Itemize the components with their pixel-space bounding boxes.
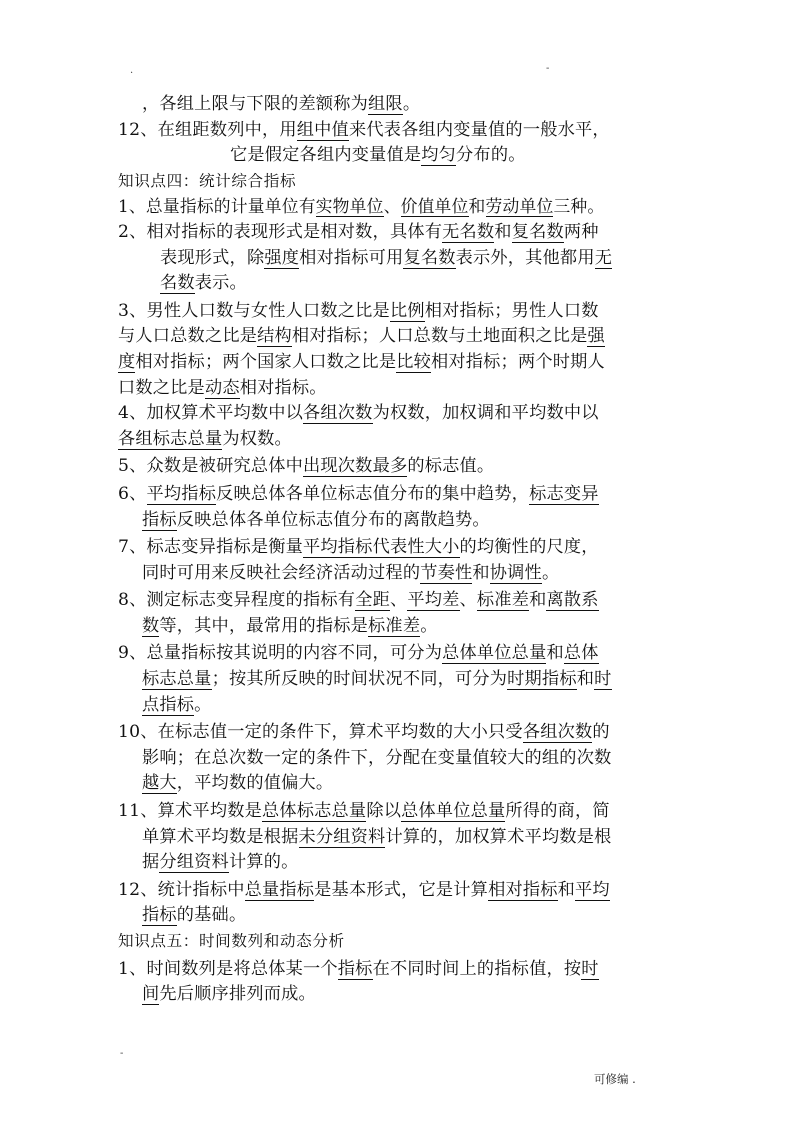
text-line	[118, 903, 678, 929]
text-line	[118, 799, 678, 825]
text-segment: 相对指标可用	[299, 247, 404, 268]
underlined-term: 标准差	[368, 615, 421, 636]
text-line	[118, 299, 678, 325]
underlined-term: 总体	[563, 643, 599, 664]
text-line	[118, 667, 678, 693]
underlined-term: 点指标	[142, 694, 195, 715]
text-segment: 表现形式，除	[160, 247, 265, 268]
text-segment: 和	[494, 221, 512, 242]
text-segment: 。	[194, 694, 212, 715]
underlined-term: 均匀	[421, 145, 457, 166]
footer-label: 可修编 .	[594, 1072, 636, 1086]
underlined-term: 平均差	[407, 590, 460, 611]
underlined-term: 组限	[368, 94, 403, 114]
text-segment: 等，其中，最常用的指标是	[159, 615, 369, 636]
text-segment: 三种。	[553, 196, 605, 217]
text-segment: 先后顺序排列而成。	[159, 984, 316, 1005]
text-segment: 。	[541, 562, 560, 583]
underlined-term: 节奏性	[420, 562, 473, 583]
underlined-term: 指标	[142, 905, 177, 926]
text-line	[118, 693, 678, 719]
text-segment: 1、总量指标的计量单位有	[118, 196, 316, 217]
text-line	[118, 535, 678, 561]
text-segment: 在不同时间上的指标值，按	[372, 958, 582, 979]
section-heading	[118, 929, 678, 955]
text-segment: 和	[576, 669, 595, 690]
text-segment: 单算术平均数是根据	[142, 826, 299, 847]
footer-left-mark: -	[120, 1048, 124, 1059]
text-segment: 、	[459, 590, 477, 611]
text-segment: 分布的。	[456, 145, 526, 166]
underlined-term: 总体单位总量	[442, 643, 547, 664]
text-line	[118, 92, 678, 118]
text-segment: 相对指标；两个时期人	[431, 351, 605, 372]
text-segment: 知识点五：时间数列和动态分析	[118, 932, 345, 950]
text-segment: 和	[529, 590, 547, 611]
underlined-term: 各组次数	[522, 722, 593, 743]
text-line	[118, 561, 678, 587]
text-line	[118, 482, 678, 508]
text-line	[118, 957, 678, 983]
text-line	[118, 427, 678, 453]
section-heading	[118, 169, 678, 195]
text-segment: 相对指标；人口总数与土地面积之比是	[291, 326, 588, 347]
underlined-term: 离散系	[546, 590, 599, 611]
underlined-term: 动态	[204, 377, 240, 398]
underlined-term: 平均	[575, 879, 610, 900]
underlined-term: 时期指标	[507, 669, 577, 690]
text-segment: 所得的商，简	[505, 801, 610, 822]
document-body	[118, 92, 678, 1008]
underlined-term: 间	[142, 984, 160, 1005]
text-segment: 和	[472, 562, 490, 583]
text-segment: 。	[420, 615, 438, 636]
text-segment: 为权数，加权调和平均数中以	[372, 403, 599, 424]
text-segment: 同时可用来反映社会经济活动过程的	[142, 562, 421, 583]
underlined-term: 分组资料	[159, 852, 229, 873]
text-segment: 的	[592, 722, 610, 743]
underlined-term: 无	[594, 247, 613, 268]
underlined-term: 实物单位	[315, 196, 384, 217]
text-segment: 相对指标；男性人口数	[424, 300, 599, 321]
underlined-term: 总体标志总量	[261, 801, 367, 822]
text-line	[118, 720, 678, 746]
text-segment: 它是假定各组内变量值是	[230, 145, 422, 166]
text-segment: 8、测定标志变异程度的指标有	[118, 590, 356, 611]
underlined-term: 总体单位总量	[401, 801, 506, 822]
text-segment: 4、加权算术平均数中以	[118, 403, 304, 424]
text-line	[118, 508, 678, 534]
text-segment: 是基本形式，它是计算	[314, 879, 489, 900]
underlined-term: 全距	[355, 590, 390, 611]
text-line	[118, 771, 678, 797]
underlined-term: 标志总量	[142, 669, 212, 690]
text-segment: 据	[142, 852, 160, 873]
text-segment: 口数之比是	[118, 377, 205, 398]
underlined-term: 出现次数最多	[303, 456, 408, 477]
underlined-term: 劳动单位	[485, 196, 554, 217]
underlined-term: 各组次数	[303, 403, 373, 424]
text-line	[118, 220, 678, 246]
underlined-term: 名数	[160, 273, 195, 294]
text-line	[118, 118, 678, 144]
underlined-term: 度	[118, 351, 136, 372]
underlined-term: 数	[142, 615, 160, 636]
underlined-term: 平均指标代表性大小	[303, 537, 460, 558]
text-segment: 3、男性人口数与女性人口数之比是	[118, 300, 390, 321]
text-segment: ；按其所反映的时间状况不同，可分为	[211, 669, 508, 690]
underlined-term: 越大	[142, 773, 177, 794]
text-line	[118, 982, 678, 1008]
text-line	[118, 850, 678, 876]
text-segment: 为权数。	[222, 428, 292, 449]
text-segment: 9、总量指标按其说明的内容不同，可分为	[118, 643, 443, 664]
text-segment: 、	[389, 590, 408, 611]
underlined-term: 指标	[337, 958, 373, 979]
text-segment: 7、标志变异指标是衡量	[118, 537, 304, 558]
underlined-term: 标准差	[476, 590, 530, 611]
underlined-term: 比较	[396, 351, 431, 372]
text-line	[118, 746, 678, 772]
text-line	[118, 350, 678, 376]
underlined-term: 指标	[142, 509, 177, 530]
underlined-term: 各组标志总量	[118, 428, 223, 449]
underlined-term: 组中值	[296, 119, 349, 140]
text-segment: 来代表各组内变量值的一般水平，	[348, 119, 610, 140]
text-segment: 11、算术平均数是	[118, 801, 262, 822]
underlined-term: 相对指标	[488, 879, 558, 900]
text-segment: 的标志值。	[407, 456, 495, 477]
underlined-term: 标志变异	[529, 483, 599, 504]
text-line	[118, 246, 678, 272]
text-line	[118, 143, 678, 169]
text-segment: 与人口总数之比是	[118, 326, 258, 347]
underlined-term: 协调性	[489, 562, 542, 583]
text-segment: 表示。	[194, 273, 247, 294]
text-line	[118, 641, 678, 667]
text-line	[118, 588, 678, 614]
text-segment: 反映总体各单位标志值分布的离散趋势。	[176, 509, 490, 530]
text-line	[118, 194, 678, 220]
text-line	[118, 825, 678, 851]
text-segment: 相对指标；两个国家人口数之比是	[135, 351, 397, 372]
text-segment: 2、相对指标的表现形式是相对数，具体有	[118, 221, 443, 242]
header-right-mark: -	[546, 63, 550, 74]
underlined-term: 无名数	[442, 221, 495, 242]
underlined-term: 复名数	[403, 247, 456, 268]
text-segment: 1、时间数列是将总体某一个	[118, 958, 338, 979]
text-segment: 、	[383, 196, 401, 217]
underlined-term: 价值单位	[400, 196, 469, 217]
text-segment: 计算的。	[228, 852, 299, 873]
text-segment: 和	[468, 196, 486, 217]
text-segment: 12、在组距数列中，用	[118, 119, 297, 140]
underlined-term: 强	[587, 326, 605, 347]
text-segment: 相对指标。	[239, 377, 327, 398]
text-segment: 10、在标志值一定的条件下，算术平均数的大小只受	[118, 722, 523, 743]
underlined-term: 结构	[257, 326, 292, 347]
text-segment: 5、众数是被研究总体中	[118, 456, 304, 477]
text-line	[118, 454, 678, 480]
underlined-term: 时	[594, 669, 612, 690]
text-segment: 12、统计指标中	[118, 879, 245, 900]
text-segment: 除以	[366, 801, 402, 822]
text-line	[118, 376, 678, 402]
text-segment: 影响；在总次数一定的条件下，分配在变量值较大的组的次数	[142, 747, 612, 768]
underlined-term: 强度	[264, 247, 300, 268]
text-segment: 表示外，其他都用	[455, 247, 595, 268]
text-segment: ，平均数的值偏大。	[176, 773, 334, 794]
text-segment: 和	[546, 643, 564, 664]
text-line	[118, 401, 678, 427]
header-left-mark: .	[130, 65, 134, 76]
text-segment: 6、	[118, 483, 147, 504]
text-segment: 的基础。	[176, 905, 247, 926]
text-line	[118, 878, 678, 904]
text-segment: 的均衡性的尺度，	[459, 537, 599, 558]
underlined-term: 比例	[389, 300, 425, 321]
underlined-term: 总量指标	[244, 879, 315, 900]
text-segment: 反映总体各单位标志值分布的集中趋势，	[216, 483, 530, 504]
text-segment: 。	[402, 94, 421, 114]
underlined-term: 时	[581, 958, 599, 979]
underlined-term: 复名数	[511, 221, 564, 242]
text-segment: ，各组上限与下限的差额称为	[142, 94, 369, 114]
text-segment: 计算的，加权算术平均数是根	[385, 826, 612, 847]
text-line	[118, 271, 678, 297]
underlined-term: 平均指标	[146, 483, 217, 504]
underlined-term: 未分组资料	[298, 826, 386, 847]
text-segment: 和	[557, 879, 576, 900]
text-segment: 两种	[563, 221, 599, 242]
text-line	[118, 324, 678, 350]
text-segment: 知识点四：统计综合指标	[118, 171, 297, 190]
text-line	[118, 614, 678, 640]
